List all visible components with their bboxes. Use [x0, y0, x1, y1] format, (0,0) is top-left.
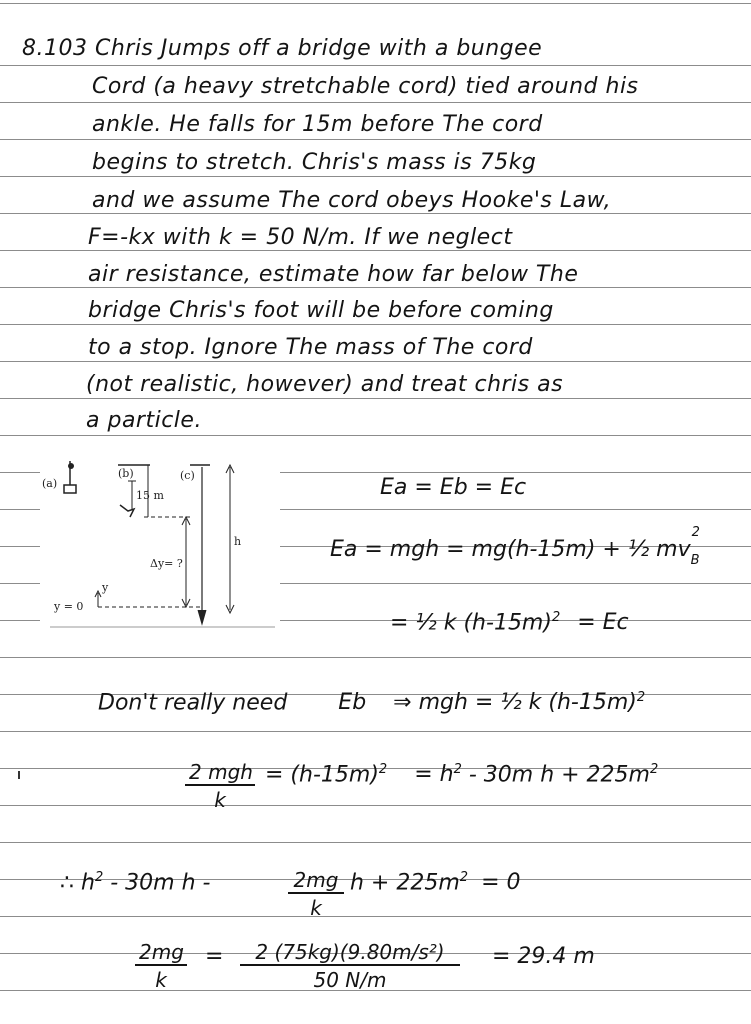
figure-label-a: (a) — [42, 477, 58, 490]
energy-eq-6-end: = 0 — [481, 870, 521, 896]
energy-eq-1: Ea = Eb = Ec — [380, 475, 527, 500]
figure-label-y0: y = 0 — [54, 600, 84, 613]
problem-line-9: to a stop. Ignore The mass of The cord — [88, 335, 533, 360]
energy-eq-4-left: Don't really need — [98, 690, 288, 716]
energy-eq-2-exp: 2 — [691, 525, 700, 540]
problem-line-1: 8.103 Chris Jumps off a bridge with a bungee — [22, 36, 543, 61]
energy-eq-7-den: k — [155, 968, 167, 992]
energy-eq-5-num: 2 mgh — [185, 760, 255, 786]
problem-line-3: ankle. He falls for 15m before The cord — [92, 112, 543, 137]
energy-eq-4-mid: Eb — [338, 690, 367, 716]
bungee-figure — [40, 455, 280, 645]
energy-eq-3-main: = ½ k (h-15m) — [390, 610, 552, 636]
energy-eq-5-fraction — [185, 760, 255, 812]
energy-eq-6-den: k — [310, 896, 322, 920]
problem-line-6: F=-kx with k = 50 N/m. If we neglect — [88, 225, 513, 250]
figure-label-y: y — [102, 581, 109, 594]
figure-label-b: (b) — [118, 467, 134, 480]
problem-line-4: begins to stretch. Chris's mass is 75kg — [92, 150, 537, 175]
energy-eq-5-right: = (h-15m) — [265, 762, 379, 788]
energy-eq-3-right: = Ec — [577, 610, 629, 636]
energy-eq-5-tail: = h — [414, 762, 454, 788]
energy-eq-7-equals: = — [205, 944, 224, 969]
energy-eq-5-den: k — [214, 788, 226, 812]
energy-eq-7-frac-den: 50 N/m — [313, 968, 387, 992]
energy-eq-6-right — [350, 870, 521, 895]
energy-eq-5 — [265, 762, 658, 787]
energy-eq-3-exp: 2 — [551, 610, 561, 625]
bungee-diagram-svg — [40, 455, 280, 645]
energy-eq-7-result: = 29.4 m — [492, 944, 595, 969]
energy-eq-6-exp: 2 — [94, 870, 104, 885]
energy-eq-6-fraction — [288, 868, 344, 920]
energy-eq-5-tail2-exp: 2 — [649, 762, 659, 777]
energy-eq-6-lead: ∴ h — [60, 870, 95, 896]
energy-eq-3 — [390, 610, 629, 635]
energy-eq-6-num: 2mg — [288, 868, 344, 894]
energy-eq-4-right: ⇒ mgh = ½ k (h-15m) — [393, 690, 637, 716]
problem-line-10: (not realistic, however) and treat chris as — [86, 372, 564, 397]
energy-eq-5-tail2: - 30m h + 225m — [468, 762, 650, 788]
energy-eq-4 — [98, 690, 645, 715]
energy-eq-7-fraction — [240, 940, 460, 992]
energy-eq-2-left: Ea = mgh = mg(h-15m) + ½ mv — [330, 537, 691, 562]
problem-line-8: bridge Chris's foot will be before coming — [88, 298, 554, 323]
problem-line-7: air resistance, estimate how far below The — [88, 262, 579, 287]
energy-eq-6-mid: - 30m h - — [110, 870, 211, 896]
energy-eq-7-lhs — [135, 940, 187, 992]
energy-eq-6-tail-exp: 2 — [459, 870, 469, 885]
problem-line-11: a particle. — [86, 408, 202, 433]
energy-eq-6 — [60, 870, 210, 895]
energy-eq-7-frac-num: 2 (75kg)(9.80m/s²) — [240, 940, 460, 966]
figure-label-dy: Δy= ? — [150, 557, 183, 570]
energy-eq-5-exp: 2 — [378, 762, 388, 777]
energy-eq-5-tail-exp: 2 — [453, 762, 462, 777]
energy-eq-7-num: 2mg — [135, 940, 187, 966]
problem-line-2: Cord (a heavy stretchable cord) tied around his — [92, 74, 639, 99]
problem-line-5: and we assume The cord obeys Hooke's Law, — [92, 188, 612, 213]
figure-label-h: h — [234, 535, 242, 548]
figure-label-15m: 15 m — [136, 489, 164, 502]
energy-eq-4-exp: 2 — [636, 690, 646, 705]
energy-eq-2-sub: B — [690, 553, 700, 568]
energy-eq-2 — [330, 525, 700, 568]
figure-label-c: (c) — [180, 469, 195, 482]
margin-mark — [18, 771, 20, 779]
energy-eq-6-tail: h + 225m — [350, 870, 460, 896]
